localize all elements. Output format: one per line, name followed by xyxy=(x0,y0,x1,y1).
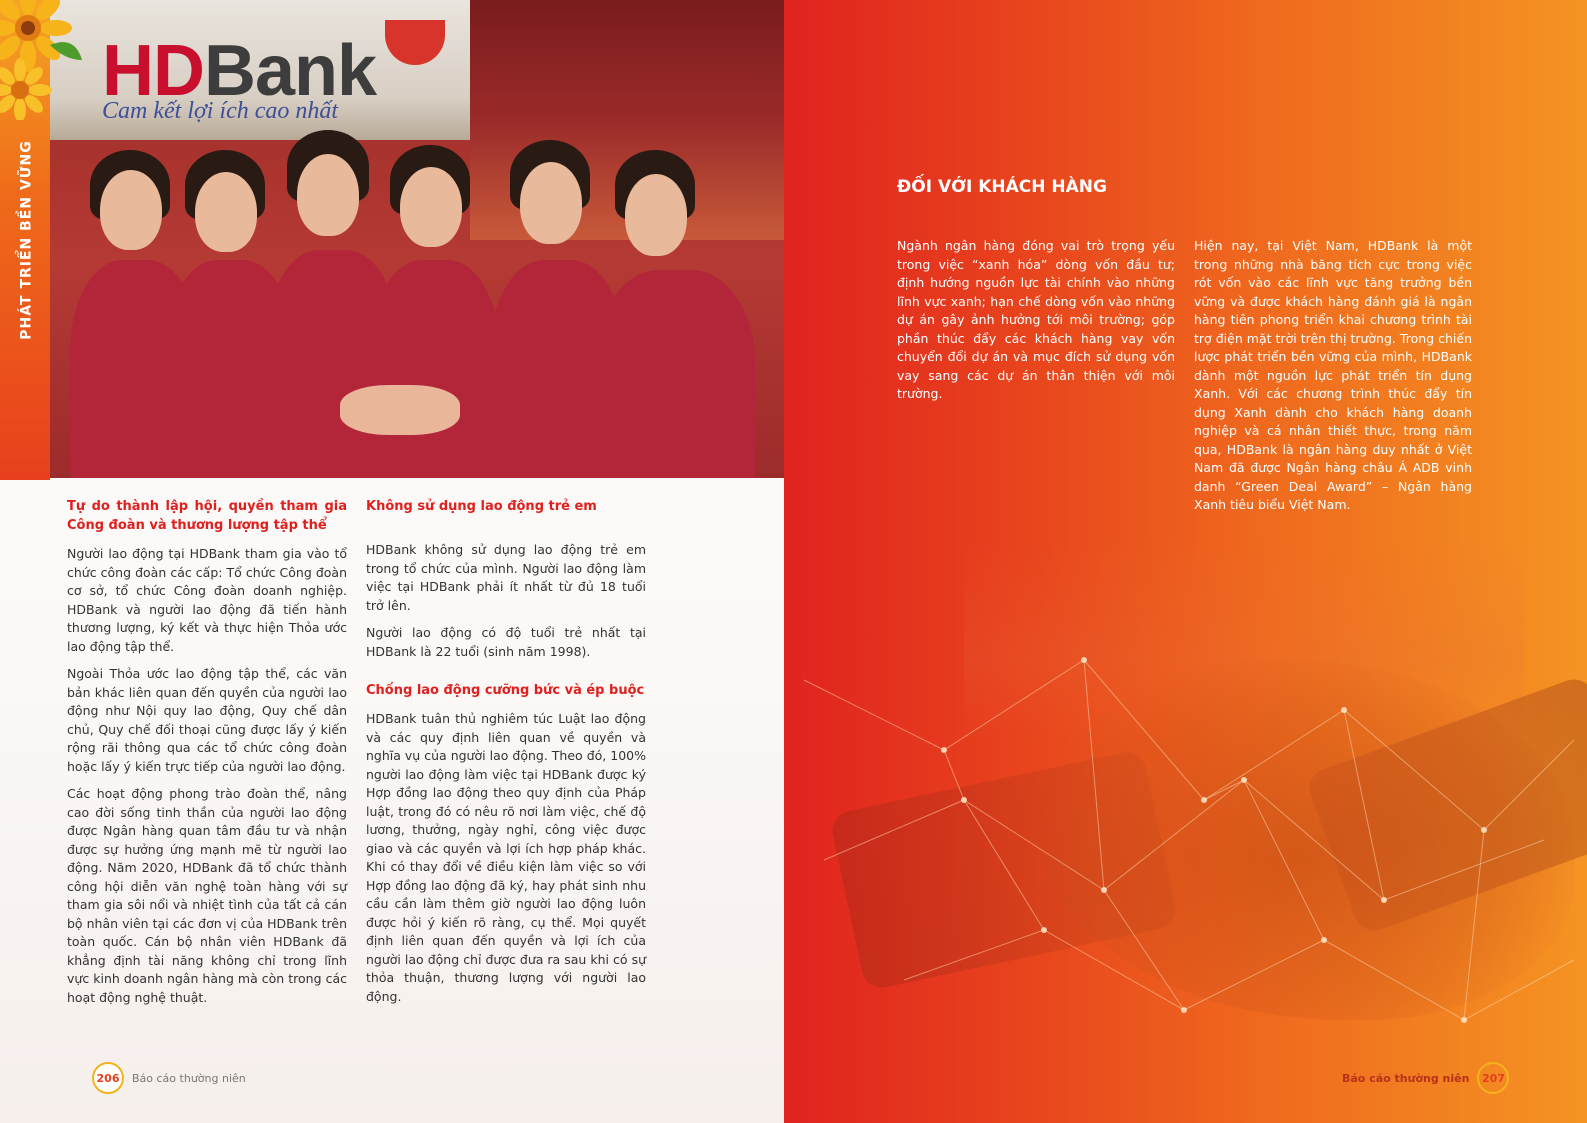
page-number-206: 206 xyxy=(92,1062,124,1094)
logo-hd: HD xyxy=(102,31,204,111)
staff-photo xyxy=(50,0,792,478)
left-column-2 xyxy=(366,497,646,1015)
section-side-label-text: PHÁT TRIỂN BỀN VỮNG xyxy=(19,140,36,340)
paragraph: Các hoạt động phong trào đoàn thể, nâng cao đời sống tinh thần của người lao động được Ngân hàng quan tâm đầu tư và nhận được sự hưởng ứng mạnh mẽ từ người lao động. Năm 2020, HDBank đã tổ chức thành công hội diễn văn nghệ toàn hàng với sự tham gia sôi nổi và nhiệt tình của tất cả cán bộ nhân viên tại các đơn vị của HDBank trên toàn quốc. Cán bộ nhân viên HDBank đã khẳng định tài năng không chỉ trong lĩnh vực kinh doanh ngân hàng mà còn trong các hoạt động nghệ thuật. xyxy=(67,786,347,1005)
section-side-label xyxy=(10,140,44,340)
left-column-1 xyxy=(67,497,347,1016)
joined-hands xyxy=(340,385,460,435)
right-column-2: Hiện nay, tại Việt Nam, HDBank là một trong những nhà băng tích cực trong việc rót vốn vào các lĩnh vực tăng trưởng bền vững và được khách hàng đánh giá là ngân hàng tiên phong triển khai chương trình tài trợ điện mặt trời trên thị trường. Trong chiến lược phát triển bền vững của mình, HDBank dành một nguồn lực phát triển tín dụng Xanh. Với các chương trình thúc đẩy tín dụng Xanh dành cho khách hàng doanh nghiệp và cá nhân thiết thực, trong năm qua, HDBank là ngân hàng duy nhất ở Việt Nam đã được Ngân hàng châu Á ADB vinh danh “Green Deal Award” – Ngân hàng Xanh tiêu biểu Việt Nam. xyxy=(1194,238,1472,512)
footer-report-name: Báo cáo thường niên xyxy=(1342,1071,1470,1085)
footer-report-name: Báo cáo thường niên xyxy=(132,1071,246,1085)
bank-slogan: Cam kết lợi ích cao nhất xyxy=(102,98,339,124)
network-lines-decoration xyxy=(784,600,1587,1080)
left-footer xyxy=(92,1062,254,1094)
page-number-207: 207 xyxy=(1477,1062,1509,1094)
paragraph: Người lao động có độ tuổi trẻ nhất tại HDBank là 22 tuổi (sinh năm 1998). xyxy=(366,625,646,659)
right-column-1: Ngành ngân hàng đóng vai trò trọng yếu trong việc “xanh hóa” dòng vốn đầu tư; định hướng nguồn lực tài chính vào những lĩnh vực xanh; hạn chế dòng vốn vào những dự án gây ảnh hưởng tới môi trường; góp phần thúc đẩy các khách hàng vay vốn chuyển đổi dự án và mục đích sử dụng vốn vay sang các dự án thân thiện với môi trường. xyxy=(897,238,1175,401)
section-title: ĐỐI VỚI KHÁCH HÀNG xyxy=(897,177,1107,197)
right-page xyxy=(784,0,1587,1123)
heading-freedom-association: Tự do thành lập hội, quyền tham gia Công đoàn và thương lượng tập thể xyxy=(67,499,347,533)
paragraph: Người lao động tại HDBank tham gia vào tổ chức công đoàn các cấp: Tổ chức Công đoàn cơ sở, tổ chức Công đoàn doanh nghiệp. HDBank và người lao động đã tiến hành thương lượng, ký kết và thực hiện Thỏa ước lao động tập thể. xyxy=(67,546,347,654)
logo-bank: Bank xyxy=(204,31,377,111)
paragraph: Ngoài Thỏa ước lao động tập thể, các văn bản khác liên quan đến quyền của người lao động như Nội quy lao động, Quy chế dân chủ, Quy chế đối thoại cũng được lấy ý kiến rộng rãi thông qua các tổ chức công đoàn hoặc lấy ý kiến trực tiếp của người lao động. xyxy=(67,666,347,774)
right-footer xyxy=(1334,1062,1509,1094)
sunflower-decoration-icon xyxy=(0,0,85,120)
heading-no-child-labor: Không sử dụng lao động trẻ em xyxy=(366,499,597,514)
paragraph: HDBank tuân thủ nghiêm túc Luật lao động và các quy định liên quan về quyền và nghĩa vụ của người lao động. Theo đó, 100% người lao động làm việc tại HDBank được ký Hợp đồng lao động theo quy định của Pháp luật, trong đó có nêu rõ nơi làm việc, chế độ lương, thưởng, ngày nghỉ, công việc được giao và các quyền và lợi ích hợp pháp khác. Khi có thay đổi về điều kiện làm việc so với Hợp đồng lao động đã ký, hay phát sinh nhu cầu cần làm thêm giờ người lao động luôn được hỏi ý kiến rõ ràng, cụ thể. Mọi quyết định liên quan đến quyền và lợi ích của người lao động chỉ được đưa ra sau khi có sự thỏa thuận, thương lượng với người lao động. xyxy=(366,711,646,1004)
paragraph: HDBank không sử dụng lao động trẻ em trong tổ chức của mình. Người lao động làm việc tại HDBank phải ít nhất từ đủ 18 tuổi trở lên. xyxy=(366,542,646,613)
heading-forced-labor: Chống lao động cưỡng bức và ép buộc xyxy=(366,683,645,698)
left-page xyxy=(0,0,793,1123)
